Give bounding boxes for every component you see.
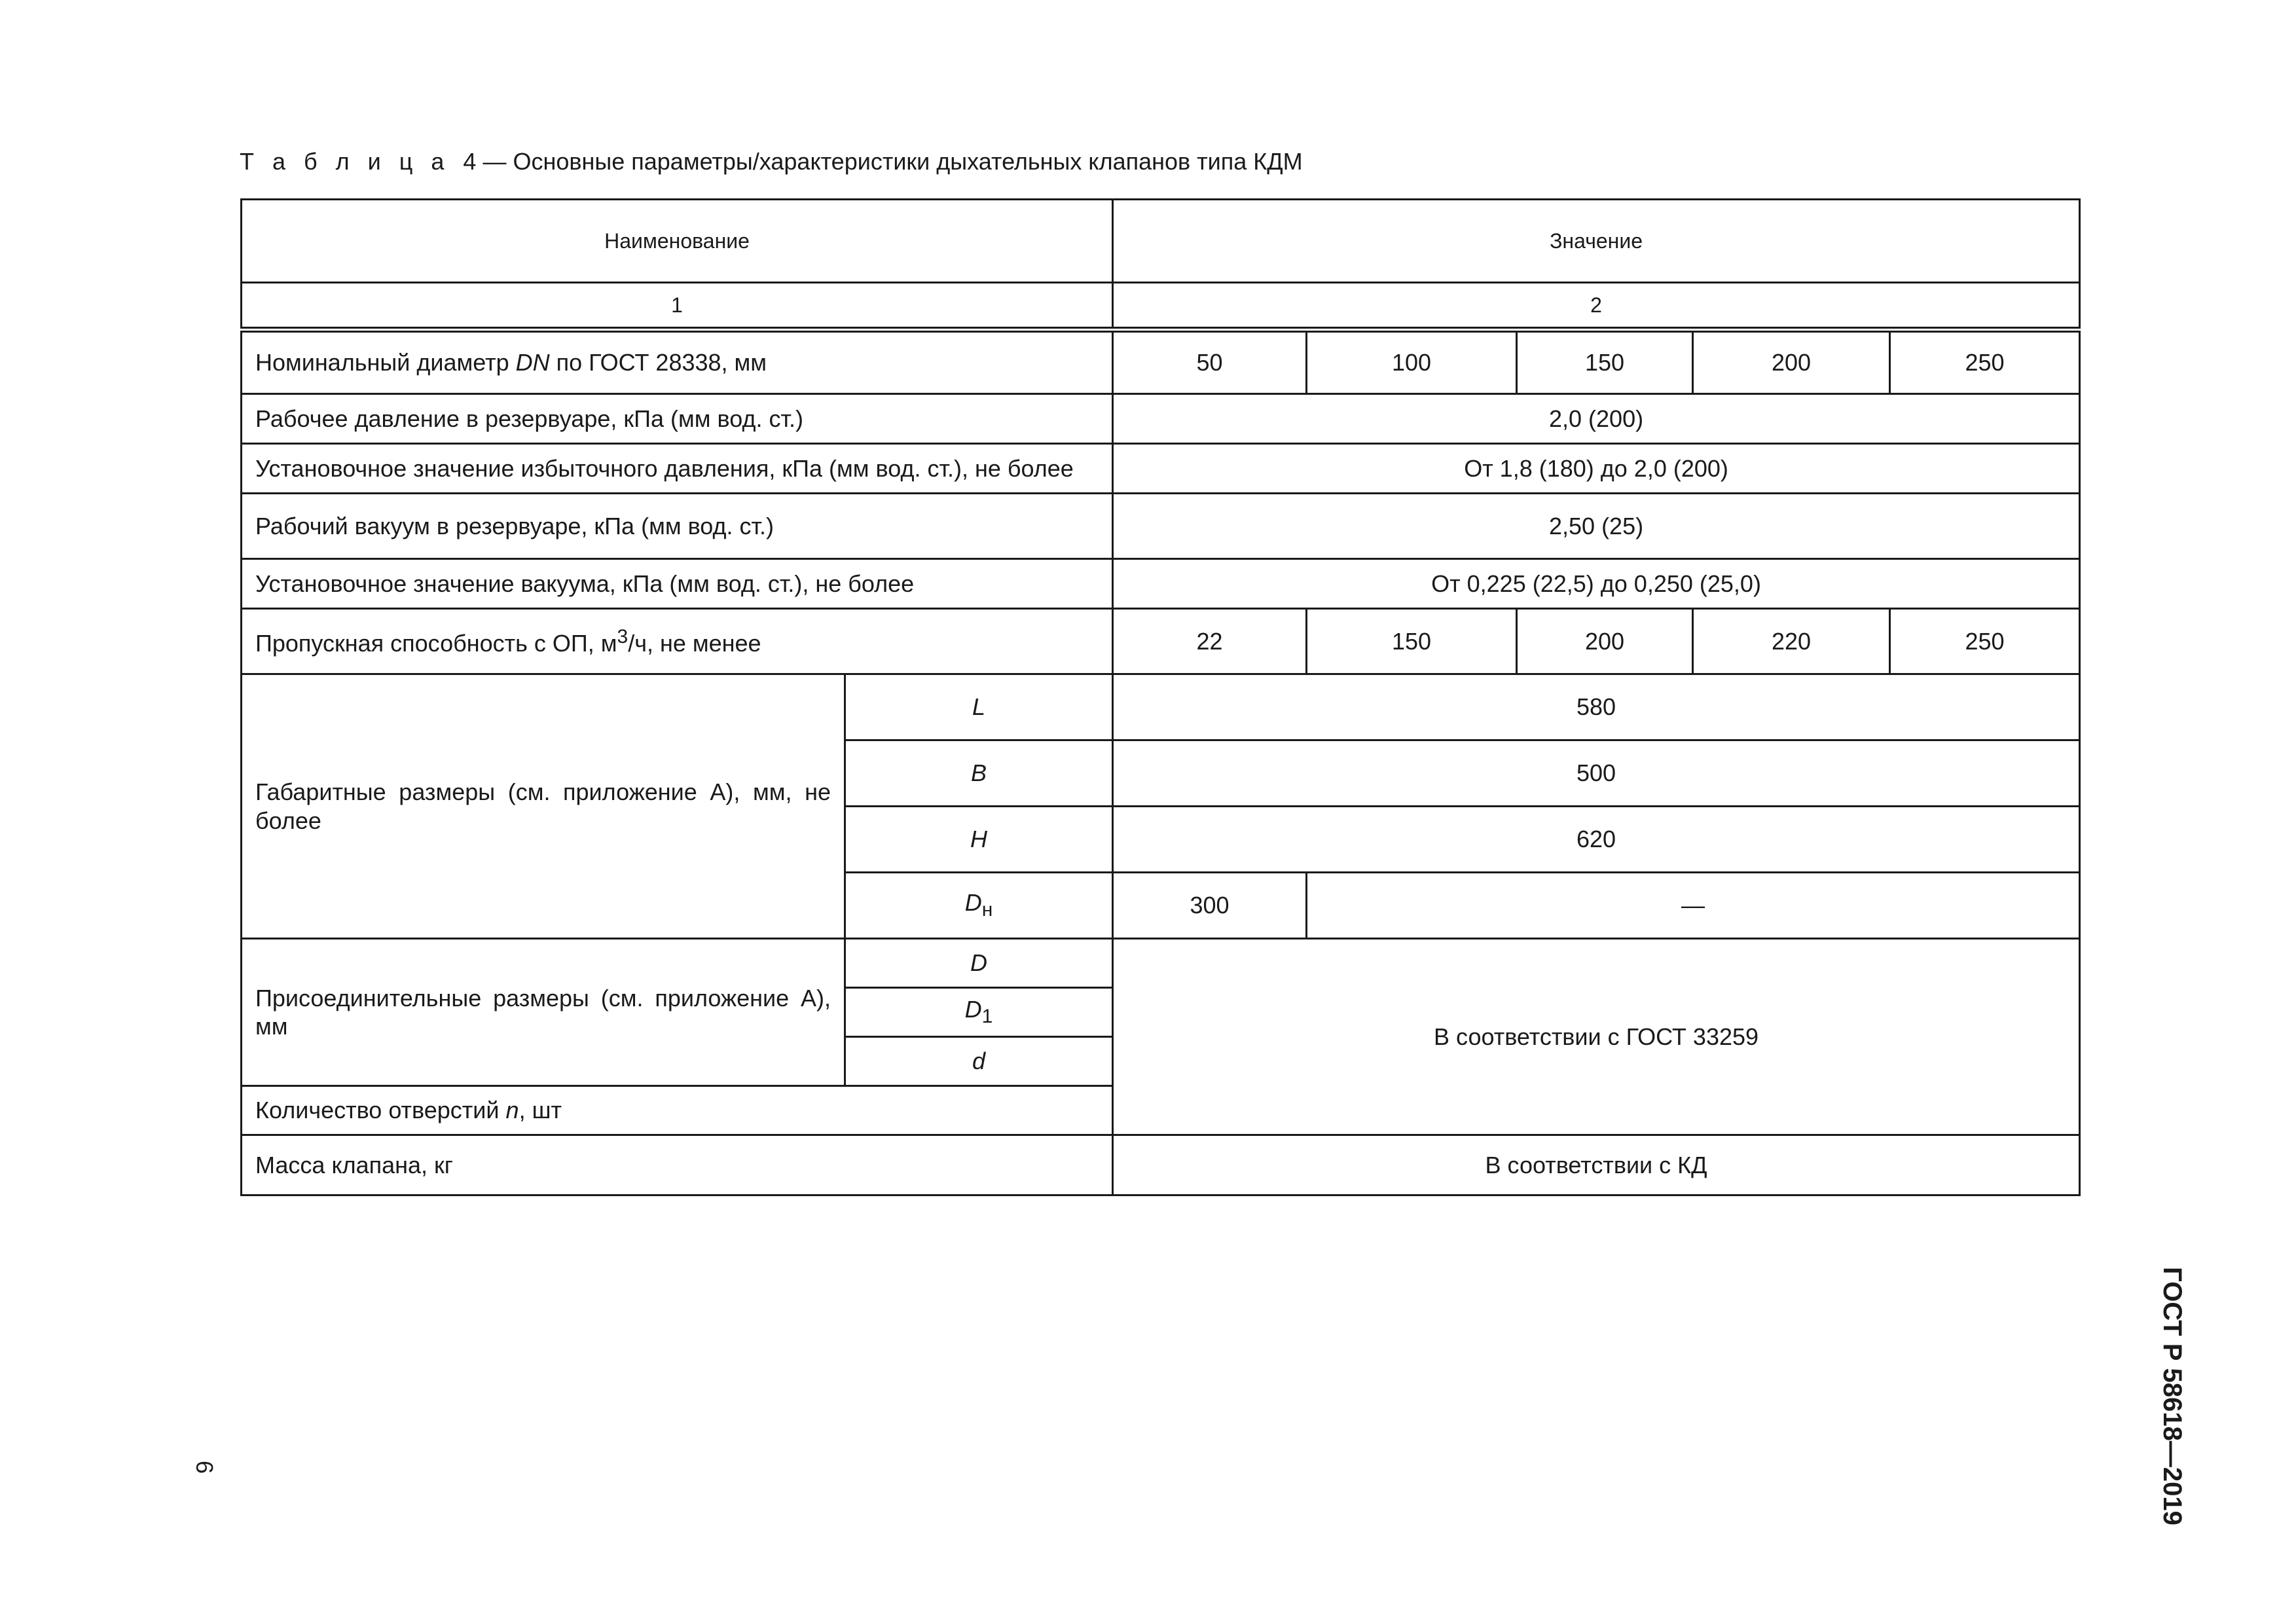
- capacity-label-post: /ч, не менее: [628, 629, 761, 657]
- nominal-diameter-label: [242, 330, 1113, 394]
- capacity-value: 250: [1890, 609, 2080, 674]
- holes-label-n: n: [505, 1097, 519, 1124]
- row-mass: [242, 1135, 2080, 1195]
- overall-symbol-L: L: [845, 674, 1113, 740]
- work-pressure-value: 2,0 (200): [1113, 394, 2080, 444]
- capacity-value: 22: [1113, 609, 1307, 674]
- capacity-label: [242, 609, 1113, 674]
- set-overpressure-label: Установочное значение избыточного давления, кПа (мм вод. ст.), не более: [242, 444, 1113, 494]
- column-numbers-row: [242, 283, 2080, 330]
- nominal-diameter-label-dn: DN: [515, 349, 550, 376]
- work-vacuum-label: Рабочий вакуум в резервуаре, кПа (мм вод. ст.): [242, 494, 1113, 559]
- document-code: ГОСТ Р 58618—2019: [2157, 1267, 2187, 1525]
- header-value: Значение: [1113, 200, 2080, 283]
- connection-symbol-D1-sub: 1: [981, 1006, 993, 1028]
- row-set-overpressure: [242, 444, 2080, 494]
- capacity-value: 200: [1517, 609, 1693, 674]
- work-vacuum-value: 2,50 (25): [1113, 494, 2080, 559]
- overall-value-H: 620: [1113, 807, 2080, 873]
- overall-symbol-H: H: [845, 807, 1113, 873]
- connection-symbol-D1: [845, 988, 1113, 1037]
- row-overall-L: [242, 674, 2080, 740]
- column-number-1: 1: [242, 283, 1113, 330]
- nominal-diameter-value: 100: [1307, 330, 1517, 394]
- set-vacuum-value: От 0,225 (22,5) до 0,250 (25,0): [1113, 559, 2080, 609]
- overall-symbol-Dn-main: D: [964, 889, 982, 917]
- nominal-diameter-value: 150: [1517, 330, 1693, 394]
- table-caption-label: Т а б л и ц а: [240, 148, 450, 175]
- table-caption: [240, 148, 1303, 175]
- header-row: [242, 200, 2080, 283]
- mass-label: Масса клапана, кг: [242, 1135, 1113, 1195]
- capacity-value: 220: [1693, 609, 1890, 674]
- work-pressure-label: Рабочее давление в резервуаре, кПа (мм вод. ст.): [242, 394, 1113, 444]
- row-work-vacuum: [242, 494, 2080, 559]
- page-number: 6: [191, 1460, 219, 1474]
- nominal-diameter-label-post: по ГОСТ 28338, мм: [549, 349, 767, 376]
- overall-value-Dn-first: 300: [1113, 873, 1307, 939]
- holes-label-post: , шт: [519, 1097, 562, 1124]
- connection-symbol-d: d: [845, 1037, 1113, 1086]
- overall-value-L: 580: [1113, 674, 2080, 740]
- connection-symbol-D1-main: D: [964, 996, 982, 1023]
- nominal-diameter-label-pre: Номинальный диаметр: [255, 349, 516, 376]
- header-name: Наименование: [242, 200, 1113, 283]
- set-vacuum-label: Установочное значение вакуума, кПа (мм вод. ст.), не более: [242, 559, 1113, 609]
- row-connection-D: [242, 939, 2080, 988]
- overall-symbol-Dn-sub: н: [981, 899, 993, 921]
- capacity-label-sup: 3: [617, 625, 629, 647]
- connection-value: В соответствии с ГОСТ 33259: [1113, 939, 2080, 1135]
- nominal-diameter-value: 200: [1693, 330, 1890, 394]
- column-number-2: 2: [1113, 283, 2080, 330]
- parameters-table: [240, 198, 2081, 1196]
- mass-value: В соответствии с КД: [1113, 1135, 2080, 1195]
- row-capacity: [242, 609, 2080, 674]
- set-overpressure-value: От 1,8 (180) до 2,0 (200): [1113, 444, 2080, 494]
- row-work-pressure: [242, 394, 2080, 444]
- overall-symbol-Dn: [845, 873, 1113, 939]
- holes-label: [242, 1086, 1113, 1135]
- overall-value-Dn-rest: —: [1307, 873, 2080, 939]
- nominal-diameter-value: 50: [1113, 330, 1307, 394]
- connection-symbol-D: D: [845, 939, 1113, 988]
- overall-dimensions-label: Габаритные размеры (см. приложение А), мм, не более: [242, 674, 845, 939]
- nominal-diameter-value: 250: [1890, 330, 2080, 394]
- row-set-vacuum: [242, 559, 2080, 609]
- capacity-label-pre: Пропускная способность с ОП, м: [255, 629, 617, 657]
- overall-value-B: 500: [1113, 740, 2080, 807]
- overall-symbol-B: B: [845, 740, 1113, 807]
- holes-label-pre: Количество отверстий: [255, 1097, 506, 1124]
- connection-dimensions-label: Присоединительные размеры (см. приложение А), мм: [242, 939, 845, 1086]
- row-nominal-diameter: [242, 330, 2080, 394]
- capacity-value: 150: [1307, 609, 1517, 674]
- table-caption-text: 4 — Основные параметры/характеристики дыхательных клапанов типа КДМ: [463, 148, 1303, 175]
